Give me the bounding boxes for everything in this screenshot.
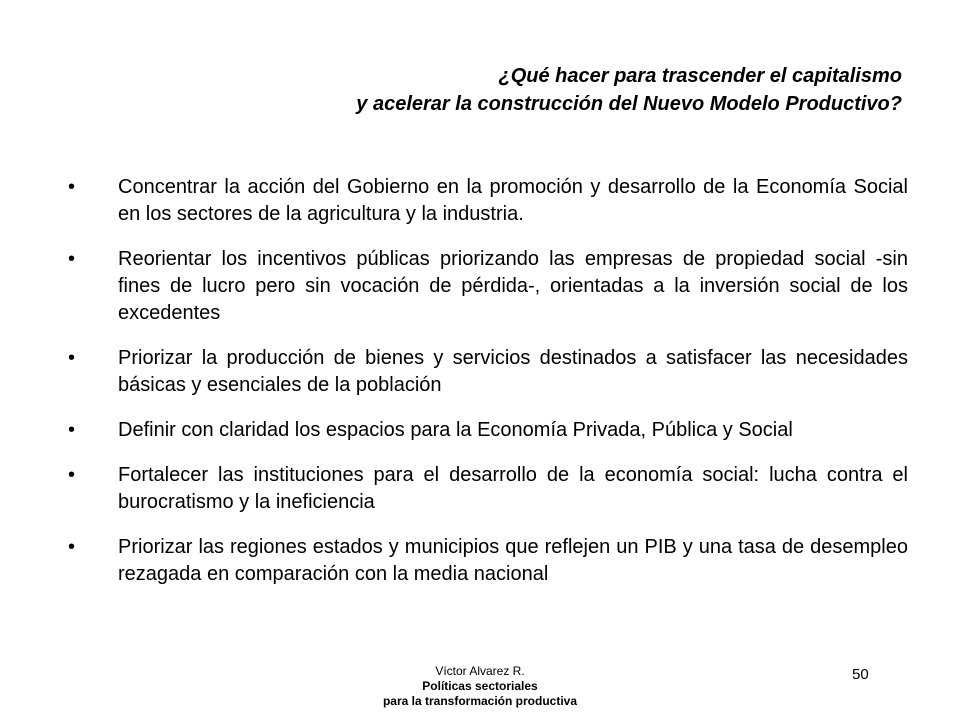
bullet-text: Concentrar la acción del Gobierno en la promoción y desarrollo de la Economía Social en los sectores de la agricultura y la industria. bbox=[118, 176, 908, 225]
bullet-text: Priorizar las regiones estados y municipios que reflejen un PIB y una tasa de desempleo rezagada en comparación con la media nacional bbox=[118, 536, 908, 585]
bullet-list bbox=[62, 174, 908, 606]
title-line-2: y acelerar la construcción del Nuevo Modelo Productivo? bbox=[356, 93, 902, 115]
footer-author: Víctor Alvarez R. bbox=[435, 664, 525, 678]
bullet-item bbox=[62, 246, 908, 327]
bullet-marker: • bbox=[68, 248, 76, 270]
bullet-marker: • bbox=[68, 419, 76, 441]
bullet-marker: • bbox=[68, 176, 76, 198]
bullet-item bbox=[62, 462, 908, 516]
slide-title bbox=[102, 62, 902, 118]
title-line-1: ¿Qué hacer para trascender el capitalismo bbox=[498, 65, 902, 87]
bullet-item bbox=[62, 174, 908, 228]
bullet-item bbox=[62, 417, 908, 444]
page-number: 50 bbox=[852, 666, 869, 683]
bullet-text: Fortalecer las instituciones para el desarrollo de la economía social: lucha contra el burocratismo y la ineficiencia bbox=[118, 464, 908, 513]
bullet-text: Reorientar los incentivos públicas priorizando las empresas de propiedad social -sin fines de lucro pero sin vocación de pérdida-, orientadas a la inversión social de los excedentes bbox=[118, 248, 908, 324]
slide-footer bbox=[330, 664, 630, 709]
bullet-marker: • bbox=[68, 464, 76, 486]
bullet-text: Priorizar la producción de bienes y servicios destinados a satisfacer las necesidades básicas y esenciales de la población bbox=[118, 347, 908, 396]
bullet-marker: • bbox=[68, 347, 76, 369]
bullet-item bbox=[62, 345, 908, 399]
bullet-marker: • bbox=[68, 536, 76, 558]
bullet-item bbox=[62, 534, 908, 588]
footer-line-3: para la transformación productiva bbox=[382, 694, 578, 708]
footer-line-2: Políticas sectoriales bbox=[422, 679, 538, 693]
bullet-text: Definir con claridad los espacios para la Economía Privada, Pública y Social bbox=[118, 419, 793, 441]
